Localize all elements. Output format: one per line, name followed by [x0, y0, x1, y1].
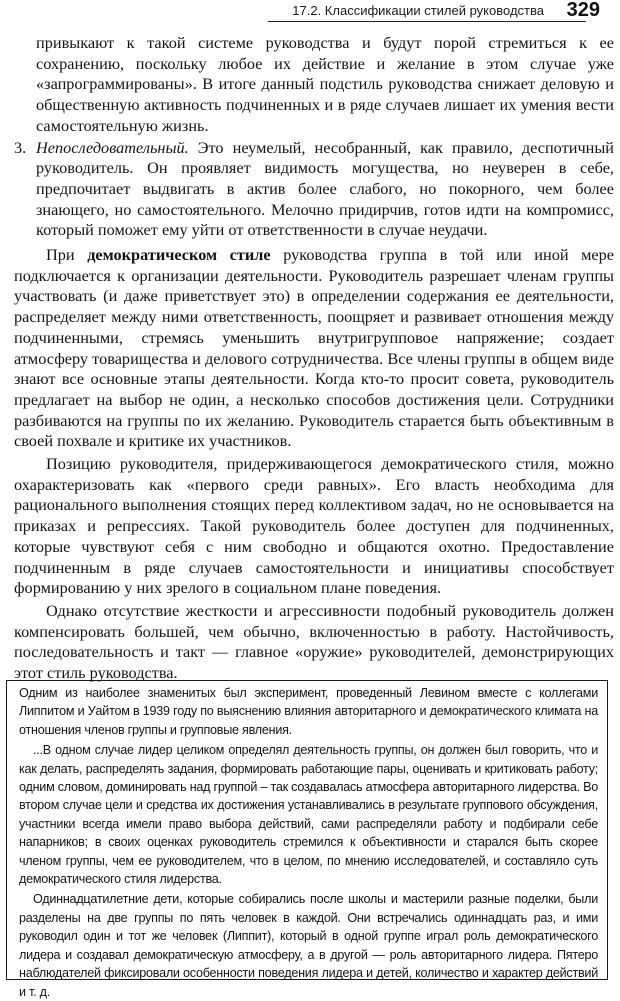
page-number: 329 [566, 0, 600, 21]
paragraph-text: При [46, 245, 88, 265]
header-rule [268, 21, 586, 22]
sidebar-paragraph: ...В одном случае лидер целиком определял деятельность группы, он должен был говорить, что и как делать, распределять задания, формировать работающие пары, оценивать и критиковать работу; одним словом, доминировать над группой – так создавалась атмосфера авторитарного лидерства. Во втором случае цели и средства их достижения устанавливались в результате группового обсуждения, участники всегда имели право выбора действий, сами распределяли работу и подбирали себе напарников; в своих оценках руководитель стремился к объективности и старался быть скорее членом группы, чем ее руководителем, что в целом, по мнению исследователей, и составляло суть демократического стиля лидерства. [19, 743, 598, 887]
list-term: Непоследовательный. [36, 137, 189, 157]
list-item-3 [14, 138, 614, 242]
sidebar-paragraph: Одиннадцатилетние дети, которые собирались после школы и мастерили разные поделки, были разделены на две группы по пять человек в каждой. Они встречались одиннадцать раз, и ими руководил один и тот же человек (Липпит), который в одной группе играл роль демократического лидера и создавал демократическую атмосферу, а в другой — роль авторитарного лидера. Пятеро наблюдателей фиксировали особенности поведения лидера и детей, количество и характер действий и т. д. [19, 892, 598, 999]
list-item-continuation: привыкают к такой системе руководства и будут порой стремиться к ее сохранению, поскольку любое их действие и желание в этом случае уже «запрограммированы». В итоге данный подстиль руководства снижает деловую и общественную активность подчиненных и в ряде случаев лишает их умения вести самостоятельную жизнь. [36, 33, 614, 135]
list-number: 3. [14, 137, 27, 157]
paragraph-leader-position: Позицию руководителя, придерживающегося демократического стиля, можно охарактеризовать как «первого среди равных». Его власть необходима для рационального выполнения стоящих перед коллективом задач, но не основывается на приказах и репрессиях. Такой руководитель более доступен для подчиненных, которые чувствуют себя с ним свободно и общаются охотно. Предоставление подчиненным в ряде случаев самостоятельности и инициативы способствует формированию у них зрелого в социальном плане поведения. [14, 454, 614, 598]
sidebar-paragraph: Одним из наиболее знаменитых был эксперимент, проведенный Левином вместе с коллегами Липпитом и Уайтом в 1939 году по выяснению влияния авторитарного и демократического климата на отношения членов группы и групповые явления. [19, 686, 598, 737]
paragraph-compensation: Однако отсутствие жесткости и агрессивности подобный руководитель должен компенсировать большей, чем обычно, включенностью в работу. Настойчивость, последовательность и такт — главное «оружие» руководителей, демонстрирующих этот стиль руководства. [14, 600, 614, 683]
list-item-text: Это неумелый, несобранный, как правило, деспотичный руководитель. Он проявляет видимость могущества, но неуверен в себе, предпочитает выдвигать в актив более слабого, но покорного, чем более знающего, но самостоятельного. Мелочно придирчив, готов идти на компромисс, который поможет ему уйти от ответственности в случае неудачи. [36, 137, 614, 240]
paragraph-text: руководства группа в той или иной мере подключается к организации деятельности. Руководитель разрешает членам группы участвовать (и даже приветствует это) в определении содержания ее деятельности, распределяет между ними ответственность, поощряет и развивает отношения между подчиненными, стремясь уменьшить внутригрупповое напряжение; создает атмосферу товарищества и делового сотрудничества. Все члены группы в общем виде знают все основные этапы деятельности. Когда кто-то просит совета, руководитель предлагает на выбор не один, а несколько способов достижения цели. Сотрудники разбиваются на группы по их желанию. Руководитель старается быть объективным в своей похвале и критике их участников. [14, 245, 615, 451]
section-title: 17.2. Классификации стилей руководства [292, 3, 544, 18]
running-header [0, 0, 620, 24]
sidebar-box [6, 680, 608, 999]
bold-term: демократическом стиле [87, 245, 271, 265]
main-text [14, 33, 614, 686]
paragraph-democratic-style [14, 245, 614, 452]
